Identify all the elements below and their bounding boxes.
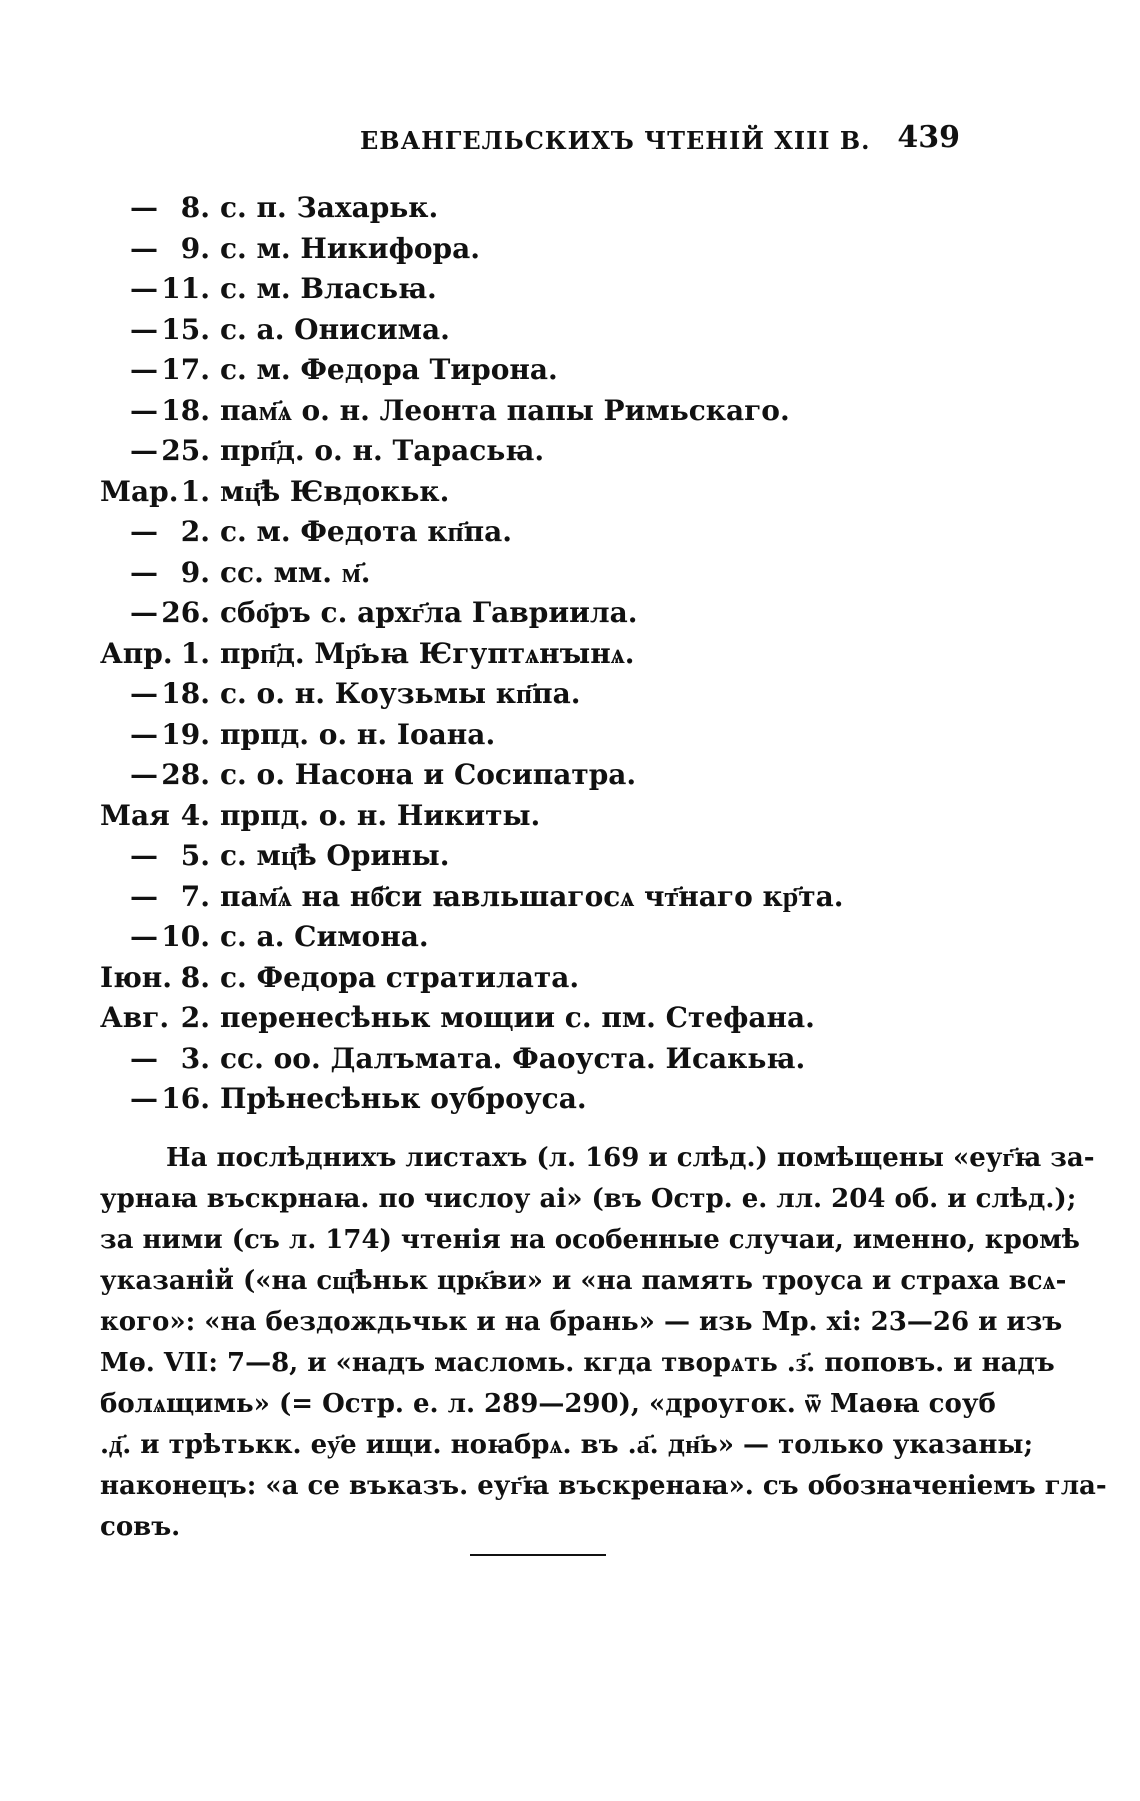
calendar-entry bbox=[100, 715, 900, 756]
running-title: ЕВАНГЕЛЬСКИХЪ ЧТЕНІЙ XIII В. bbox=[360, 126, 871, 155]
paragraph-line: совъ. bbox=[100, 1512, 181, 1542]
calendar-day: 18. bbox=[161, 393, 210, 427]
paragraph-line: урнаꙗ въскрнаꙗ. по числоу аі» (въ Остр. е. лл. 204 об. и слѣд.); bbox=[100, 1184, 1077, 1214]
calendar-dash: — bbox=[130, 393, 158, 427]
calendar-day: 19. bbox=[161, 717, 210, 751]
calendar-entry bbox=[100, 836, 900, 877]
calendar-text: с. п. Захарьк. bbox=[220, 191, 439, 224]
calendar-dash: — bbox=[130, 717, 158, 751]
calendar-text: с. м. Федота кп҃па. bbox=[220, 515, 513, 548]
paragraph-line: На послѣднихъ листахъ (л. 169 и слѣд.) помѣщены «еуг҃ꙗ за- bbox=[166, 1143, 1095, 1173]
calendar-text: перенесѣньк мощии с. пм. Стефана. bbox=[220, 1001, 815, 1034]
calendar-dash: — bbox=[130, 434, 158, 467]
calendar-text: с. м. Власьꙗ. bbox=[220, 272, 437, 305]
calendar-text: с. а. Симона. bbox=[220, 920, 429, 953]
calendar-text: с. о. н. Коузьмы кп҃па. bbox=[220, 677, 581, 710]
running-header bbox=[100, 120, 960, 160]
calendar-day: 9. bbox=[180, 231, 210, 265]
calendar-text: с. м. Никифора. bbox=[220, 231, 480, 265]
paragraph-line: .д҃. и трѣтькк. еу҃е ищи. ноꙗбрѧ. въ .а҃. дн҃ь» — только указаны; bbox=[100, 1430, 1034, 1460]
paragraph-line: наконецъ: «а се въказъ. еуг҃ꙗ въскренаꙗ». съ обозначеніемъ гла- bbox=[100, 1471, 1107, 1501]
calendar-dash: — bbox=[130, 353, 158, 386]
calendar-month: Мар. bbox=[100, 474, 179, 508]
calendar-dash: — bbox=[130, 920, 158, 953]
calendar-entry bbox=[100, 917, 900, 958]
calendar-entry bbox=[100, 391, 900, 432]
calendar-month: Апр. bbox=[100, 636, 173, 670]
calendar-entry bbox=[100, 269, 900, 310]
calendar-day: 25. bbox=[161, 434, 210, 467]
body-paragraph bbox=[100, 1138, 1107, 1548]
calendar-dash: — bbox=[130, 272, 158, 305]
calendar-entry bbox=[100, 512, 900, 553]
calendar-day: 18. bbox=[161, 677, 210, 710]
calendar-entry bbox=[100, 877, 900, 918]
calendar-day: 2. bbox=[180, 515, 210, 548]
paragraph-line: Мѳ. VII: 7—8, и «надъ масломь. кгда творѧть .з҃. поповъ. и надъ bbox=[100, 1348, 1055, 1378]
calendar-day: 7. bbox=[180, 879, 210, 913]
calendar-text: с. мц҃ѣ Орины. bbox=[220, 839, 450, 872]
calendar-text: мц҃ѣ Ѥвдокьк. bbox=[220, 474, 450, 508]
calendar-dash: — bbox=[130, 677, 158, 710]
calendar-day: 5. bbox=[180, 839, 210, 872]
calendar-dash: — bbox=[130, 758, 158, 791]
calendar-dash: — bbox=[130, 312, 158, 346]
calendar-text: пам҃ѧ на нб҃си ꙗвльшагосѧ чт҃наго кр҃та. bbox=[220, 879, 844, 913]
calendar-text: сбо҃ръ с. архг҃ла Гавриила. bbox=[220, 596, 638, 629]
calendar-text: сс. оо. Далъмата. Фаоуста. Исакьꙗ. bbox=[220, 1041, 806, 1075]
calendar-day: 10. bbox=[161, 920, 210, 953]
calendar-entry bbox=[100, 1079, 900, 1120]
paragraph-line: кого»: «на бездождьчьк и на брань» — изь Мр. хі: 23—26 и изъ bbox=[100, 1307, 1063, 1337]
calendar-text: с. Федора стратилата. bbox=[220, 960, 580, 994]
paragraph-line: болѧщимь» (= Остр. е. л. 289—290), «дроугок. ѿ Маѳꙗ соуб bbox=[100, 1389, 996, 1419]
calendar-day: 9. bbox=[180, 555, 210, 589]
calendar-dash: — bbox=[130, 839, 158, 872]
calendar-text: прпд. о. н. Никиты. bbox=[220, 798, 541, 832]
calendar-entry bbox=[100, 998, 900, 1039]
calendar-dash: — bbox=[130, 515, 158, 548]
calendar-text: Прѣнесѣньк оуброуса. bbox=[220, 1082, 587, 1115]
calendar-dash: — bbox=[130, 1041, 158, 1075]
calendar-text: с. о. Насона и Сосипатра. bbox=[220, 758, 637, 791]
page-number: 439 bbox=[897, 120, 960, 155]
calendar-day: 8. bbox=[180, 191, 210, 224]
calendar-day: 26. bbox=[161, 596, 210, 629]
section-divider bbox=[470, 1554, 606, 1556]
calendar-day: 8. bbox=[180, 960, 210, 994]
calendar-month: Іюн. bbox=[100, 960, 173, 994]
calendar-month: Авг. bbox=[100, 1001, 170, 1034]
feast-calendar-list bbox=[100, 188, 900, 1120]
calendar-dash: — bbox=[130, 231, 158, 265]
calendar-entry bbox=[100, 310, 900, 351]
calendar-entry bbox=[100, 634, 900, 675]
calendar-entry bbox=[100, 350, 900, 391]
calendar-day: 1. bbox=[180, 636, 210, 670]
calendar-day: 16. bbox=[161, 1082, 210, 1115]
calendar-text: пам҃ѧ о. н. Леонта папы Римьскаго. bbox=[220, 393, 790, 427]
calendar-text: прпд. о. н. Іоана. bbox=[220, 717, 496, 751]
calendar-day: 1. bbox=[180, 474, 210, 508]
calendar-month: Мая bbox=[100, 798, 170, 832]
calendar-dash: — bbox=[130, 879, 158, 913]
calendar-dash: — bbox=[130, 596, 158, 629]
calendar-entry bbox=[100, 755, 900, 796]
calendar-entry bbox=[100, 796, 900, 837]
calendar-text: с. м. Федора Тирона. bbox=[220, 353, 558, 386]
calendar-day: 11. bbox=[161, 272, 210, 305]
calendar-entry bbox=[100, 674, 900, 715]
calendar-text: прп҃д. Мр҃ьꙗ Ѥгуптѧнꙑнѧ. bbox=[220, 636, 635, 670]
calendar-entry bbox=[100, 229, 900, 270]
calendar-day: 17. bbox=[161, 353, 210, 386]
calendar-text: с. а. Онисима. bbox=[220, 312, 450, 346]
calendar-dash: — bbox=[130, 191, 158, 224]
calendar-day: 15. bbox=[161, 312, 210, 346]
calendar-entry bbox=[100, 553, 900, 594]
calendar-text: прп҃д. о. н. Тарасьꙗ. bbox=[220, 434, 545, 467]
calendar-day: 28. bbox=[161, 758, 210, 791]
calendar-day: 2. bbox=[180, 1001, 210, 1034]
calendar-entry bbox=[100, 431, 900, 472]
calendar-entry bbox=[100, 958, 900, 999]
calendar-day: 3. bbox=[180, 1041, 210, 1075]
calendar-entry bbox=[100, 472, 900, 513]
calendar-entry bbox=[100, 593, 900, 634]
calendar-dash: — bbox=[130, 1082, 158, 1115]
paragraph-line: указаній («на сщ҃ѣньк црк҃ви» и «на память троуса и страха всѧ- bbox=[100, 1266, 1067, 1296]
calendar-entry bbox=[100, 1039, 900, 1080]
calendar-dash: — bbox=[130, 555, 158, 589]
calendar-day: 4. bbox=[180, 798, 210, 832]
paragraph-line: за ними (съ л. 174) чтенія на особенные случаи, именно, кромѣ bbox=[100, 1225, 1080, 1255]
calendar-entry bbox=[100, 188, 900, 229]
calendar-text: сс. мм. м҃. bbox=[220, 555, 371, 589]
